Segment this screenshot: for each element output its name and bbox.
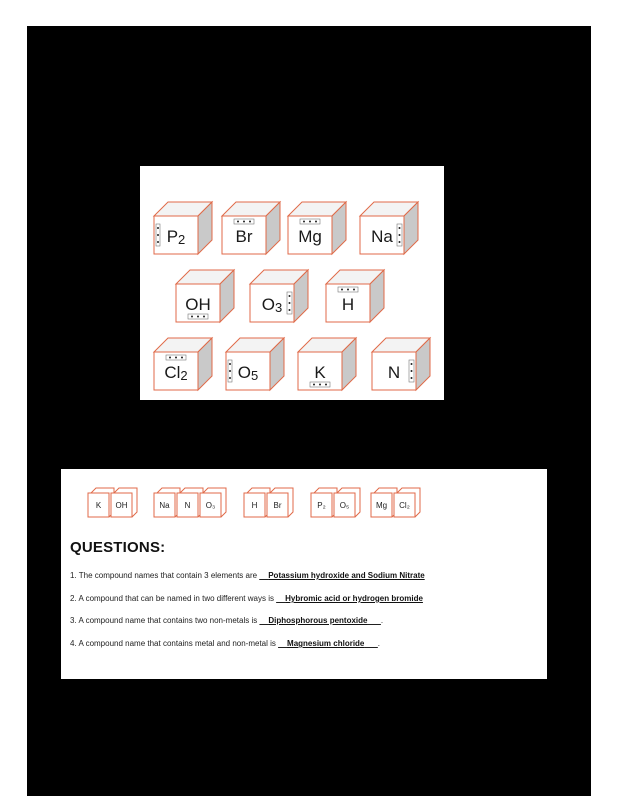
question-answer: Magnesium chloride (287, 639, 365, 648)
ion-label: N (184, 501, 191, 510)
element-cube (298, 338, 356, 390)
ion-label: H (251, 501, 258, 510)
element-cube (326, 270, 384, 322)
question-2: 2. A compound that can be named in two different ways is __Hybromic acid or hydrogen bromide (70, 594, 423, 603)
element-cube (154, 202, 212, 254)
question-text: 2. A compound that can be named in two different ways is (70, 594, 277, 603)
ion-label: O₃ (205, 501, 216, 510)
question-answer: Diphosphorous pentoxide (268, 616, 368, 625)
ion-label: O₅ (339, 501, 350, 510)
pairs-diagram (61, 469, 547, 529)
ion-pair (371, 488, 420, 517)
cube-label: O5 (237, 363, 259, 383)
ion-label: OH (115, 501, 128, 510)
page-background (27, 26, 591, 796)
element-cube (222, 202, 280, 254)
cube-label: N (387, 363, 401, 382)
ion-pair (244, 488, 293, 517)
element-cube (360, 202, 418, 254)
cube-label: Cl2 (164, 363, 188, 383)
ion-label: P₂ (317, 501, 326, 510)
question-text: 3. A compound name that contains two non-metals is (70, 616, 260, 625)
cube-panel (140, 166, 444, 400)
ion-pair (88, 488, 137, 517)
element-cube (176, 270, 234, 322)
question-text: 4. A compound name that contains metal and non-metal is (70, 639, 279, 648)
ion-label: Na (159, 501, 170, 510)
cube-label: K (314, 363, 326, 382)
element-cube (154, 338, 212, 390)
element-cube (288, 202, 346, 254)
question-answer: Hybromic acid or hydrogen bromide (285, 594, 423, 603)
element-cube (250, 270, 308, 322)
questions-heading: QUESTIONS: (70, 539, 166, 556)
cube-label: O3 (261, 295, 283, 315)
ion-pair (154, 488, 226, 517)
cube-diagram (140, 166, 444, 400)
question-1: 1. The compound names that contain 3 elements are __Potassium hydroxide and Sodium Nitrate (70, 571, 425, 580)
cube-label: H (341, 295, 355, 314)
ion-label: K (95, 501, 102, 510)
element-cube (226, 338, 284, 390)
cube-label: Br (235, 227, 253, 246)
element-cube (372, 338, 430, 390)
question-4: 4. A compound name that contains metal and non-metal is __Magnesium chloride___. (70, 639, 380, 648)
cube-label: Na (371, 227, 393, 246)
cube-label: P2 (166, 227, 186, 247)
ion-label: Br (273, 501, 282, 510)
cube-label: OH (185, 295, 211, 314)
ion-label: Cl₂ (399, 501, 410, 510)
question-3: 3. A compound name that contains two non-metals is __Diphosphorous pentoxide___. (70, 616, 384, 625)
question-text: 1. The compound names that contain 3 elements are (70, 571, 260, 580)
ion-label: Mg (375, 501, 388, 510)
ion-pair (311, 488, 360, 517)
cube-label: Mg (298, 227, 322, 246)
question-answer: Potassium hydroxide and Sodium Nitrate (268, 571, 425, 580)
answer-panel (61, 469, 547, 679)
